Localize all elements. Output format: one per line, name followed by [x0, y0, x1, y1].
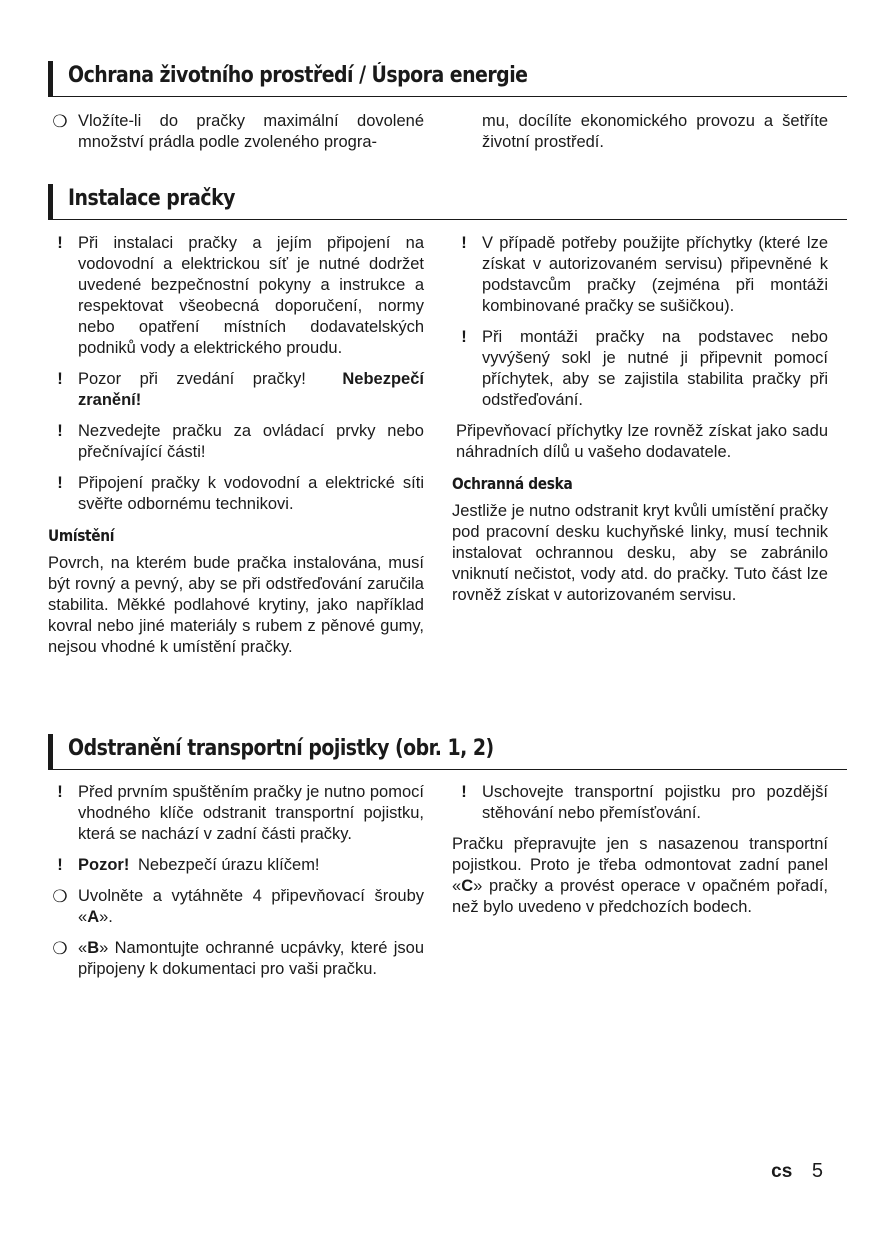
item-bold-text: Pozor!: [78, 856, 130, 874]
warning-item: [48, 421, 424, 463]
exclamation-icon: !: [57, 370, 63, 388]
exclamation-icon: !: [57, 422, 63, 440]
subheading-placement: Umístění: [48, 526, 115, 545]
item-text: «: [78, 939, 88, 957]
section3-left-column: [48, 782, 424, 990]
page-footer: [771, 1160, 823, 1183]
exclamation-icon: !: [461, 328, 467, 346]
section-bar: [48, 61, 53, 97]
item-text: Uschovejte transportní pojistku pro pozdější stěhování nebo přemísťování.: [482, 783, 828, 822]
section-bar: [48, 184, 53, 220]
item-text: Vložíte-li do pračky maximální dovolené množství prádla podle zvoleného progra-: [78, 112, 424, 151]
para-bold-text: C: [461, 877, 474, 895]
warning-item: [48, 369, 424, 411]
warning-item: [48, 855, 424, 876]
exclamation-icon: !: [57, 474, 63, 492]
warning-item: [452, 327, 828, 411]
list-item: [48, 886, 424, 928]
item-text: Při montáži pračky na podstavec nebo vyvýšený sokl je nutné ji připevnit pomocí příchytek, aby se zajistila stabilita pračky při odstřeďování.: [482, 328, 828, 409]
circle-bullet-icon: ❍: [52, 887, 68, 906]
warning-item: [48, 233, 424, 359]
warning-item: [452, 233, 828, 317]
language-code: cs: [771, 1161, 793, 1182]
page-number: 5: [811, 1160, 823, 1182]
exclamation-icon: !: [461, 783, 467, 801]
section3-right-column: [452, 782, 828, 928]
section-title: Odstranění transportní pojistky (obr. 1, 2): [68, 736, 494, 761]
paragraph: Povrch, na kterém bude pračka instalována, musí být rovný a pevný, aby se při odstřeďování zaručila stabilita. Měkké podlahové krytiny, jako například kovral nebo jiné materiály s rubem z pěnové gumy, nejsou vhodné k umístění pračky.: [48, 554, 424, 656]
paragraph: Jestliže je nutno odstranit kryt kvůli umístění pračky pod pracovní desku kuchyňské linky, musí technik instalovat ochrannou desku, aby se zabránilo vniknutí nečistot, vody atd. do pračky. Tuto část lze rovněž získat v autorizovaném servisu.: [452, 502, 828, 604]
item-bold-text: A: [87, 908, 100, 926]
subheading-protective-plate: Ochranná deska: [452, 474, 573, 493]
para-text: Pračku přepravujte jen s nasazenou transportní pojistkou. Proto je třeba odmontovat zadní panel «: [452, 835, 828, 895]
item-text: Nezvedejte pračku za ovládací prvky nebo přečnívající části!: [78, 422, 424, 461]
exclamation-icon: !: [57, 234, 63, 252]
item-text: Nebezpečí úrazu klíčem!: [137, 856, 320, 874]
circle-bullet-icon: ❍: [52, 112, 68, 131]
section1-left-column: [48, 111, 424, 163]
item-bold-text: Nebezpečí zranění!: [78, 370, 424, 409]
item-text: Před prvním spuštěním pračky je nutno pomocí vhodného klíče odstranit transportní pojistku, která se nachází v zadní části pračky.: [78, 783, 424, 843]
warning-item: [48, 473, 424, 515]
exclamation-icon: !: [461, 234, 467, 252]
section2-left-column: [48, 233, 424, 668]
warning-item: [452, 782, 828, 824]
section-title: Instalace pračky: [68, 186, 235, 211]
section-bar: [48, 734, 53, 770]
section-title: Ochrana životního prostředí / Úspora energie: [68, 63, 528, 88]
item-text: Uvolněte a vytáhněte 4 připevňovací šrouby «: [78, 887, 424, 926]
warning-item: [48, 782, 424, 845]
item-text-after: » Namontujte ochranné ucpávky, které jsou připojeny k dokumentaci pro vaši pračku.: [78, 939, 424, 978]
list-item: [48, 111, 424, 153]
item-text: Při instalaci pračky a jejím připojení na vodovodní a elektrickou síť je nutné dodržet uvedené bezpečnostní pokyny a instrukce a respektovat všeobecná doporučení, normy nebo opatření místních dodavatelských podniků vody a elektrického proudu.: [78, 234, 424, 357]
circle-bullet-icon: ❍: [52, 939, 68, 958]
paragraph: Připevňovací příchytky lze rovněž získat jako sadu náhradních dílů u vašeho dodavatele.: [456, 422, 828, 461]
section-header-installation: [48, 180, 847, 220]
item-text: V případě potřeby použijte příchytky (které lze získat v autorizovaném servisu) připevněné k podstavcům pračky (zejména při montáži kombinované pračky se sušičkou).: [482, 234, 828, 315]
paragraph: mu, docílíte ekonomického provozu a šetříte životní prostředí.: [482, 112, 828, 151]
para-text-after: » pračky a provést operace v opačném pořadí, než bylo uvedeno v předchozích bodech.: [452, 877, 828, 916]
paragraph: [452, 834, 828, 918]
exclamation-icon: !: [57, 783, 63, 801]
item-text: Připojení pračky k vodovodní a elektrické síti svěřte odbornému technikovi.: [78, 474, 424, 513]
list-item: [48, 938, 424, 980]
item-text-after: ».: [99, 908, 113, 926]
item-bold-text: B: [87, 939, 100, 957]
section-header-transport-lock: [48, 730, 847, 770]
section2-right-column: [452, 233, 828, 616]
item-text: Pozor při zvedání pračky!: [78, 370, 306, 388]
section-header-environment: [48, 57, 847, 97]
section1-right-column: [482, 111, 828, 163]
exclamation-icon: !: [57, 856, 63, 874]
